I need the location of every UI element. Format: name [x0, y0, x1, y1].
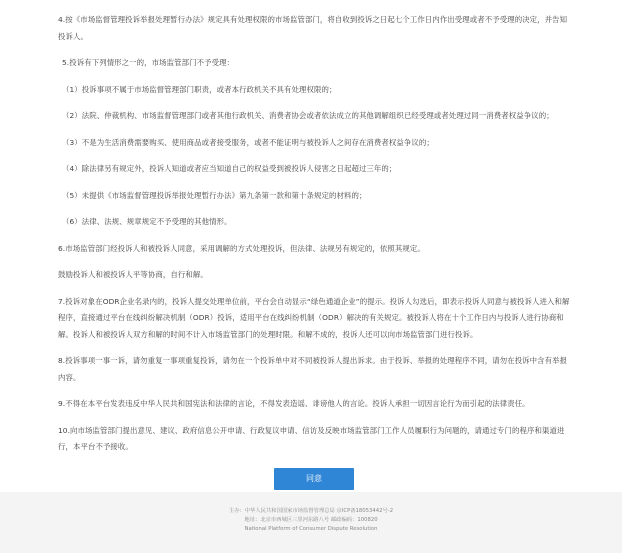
paragraph-10: 10.向市场监管部门提出意见、建议、政府信息公开申请、行政复议申请、信访及反映市场监管部门工作人员履职行为问题的，请通过专门的程序和渠道进行，本平台不予接收。 [58, 425, 565, 451]
footer [0, 492, 622, 553]
paragraph-5-item-1: （1）投诉事项不属于市场监督管理部门职责，或者本行政机关不具有处理权限的； [62, 84, 337, 94]
paragraph-4: 4.按《市场监督管理投诉举报处理暂行办法》规定具有处理权限的市场监管部门，将自收到投诉之日起七个工作日内作出受理或者不予受理的决定，并告知投诉人。 [58, 15, 568, 41]
paragraph-5-item-3: （3）不是为生活消费需要购买、使用商品或者接受服务，或者不能证明与被投诉人之间存在消费者权益争议的； [62, 137, 434, 147]
footer-address: 地址：北京市西城区三里河东路八号 邮政编码：100820 [244, 517, 378, 523]
footer-sponsor: 主办：中华人民共和国国家市场监督管理总局 京ICP备18053442号-2 [228, 508, 394, 514]
footer-platform-name: National Platform of Consumer Dispute Resolution [244, 526, 378, 532]
paragraph-5-item-4: （4）除法律另有规定外，投诉人知道或者应当知道自己的权益受到被投诉人侵害之日起超过三年的； [62, 164, 397, 173]
paragraph-9: 9.不得在本平台发表违反中华人民共和国宪法和法律的言论，不得发表造谣、诽谤他人的言论。投诉人承担一切因言论行为而引起的法律责任。 [58, 399, 530, 408]
paragraph-5-item-6: （6）法律、法规、规章规定不予受理的其他情形。 [62, 217, 232, 226]
paragraph-5-item-5: （5）未提供《市场监督管理投诉举报处理暂行办法》第九条第一款和第十条规定的材料的； [62, 190, 367, 200]
paragraph-6-note: 鼓励投诉人和被投诉人平等协商，自行和解。 [58, 270, 208, 279]
agree-button[interactable]: 同意 [274, 468, 354, 490]
paragraph-5: 5.投诉有下列情形之一的，市场监管部门不予受理： [62, 58, 235, 67]
paragraph-7: 7.投诉对象在ODR企业名录内的，投诉人提交处理单位前，平台会自动显示“绿色通道企业”的提示。投诉人勾选后，即表示投诉人同意与被投诉人进入和解程序，直接通过平台在线纠纷解决机制（ODR）投诉，适用平台在线纠纷机制（ODR）解决的有关规定。被投诉人将在十个工作日内与投诉人进行协商和解。投诉人和被投诉人双方和解的时间不计入市场监管部门的处理时限。和解不成的，投诉人还可以向市场监管部门进行投诉。 [58, 296, 570, 339]
paragraph-5-item-2: （2）法院、仲裁机构、市场监督管理部门或者其他行政机关、消费者协会或者依法成立的其他调解组织已经受理或者处理过同一消费者权益争议的； [62, 111, 554, 120]
agree-button-wrap [58, 466, 570, 490]
paragraph-8: 8.投诉事项一事一诉，请勿重复一事项重复投诉，请勿在一个投诉单中对不同被投诉人提出诉求。由于投诉、举报的处理程序不同，请勿在投诉中含有举报内容。 [58, 356, 568, 382]
paragraph-6: 6.市场监管部门经投诉人和被投诉人同意，采用调解的方式处理投诉，但法律、法规另有规定的，依照其规定。 [58, 243, 425, 253]
